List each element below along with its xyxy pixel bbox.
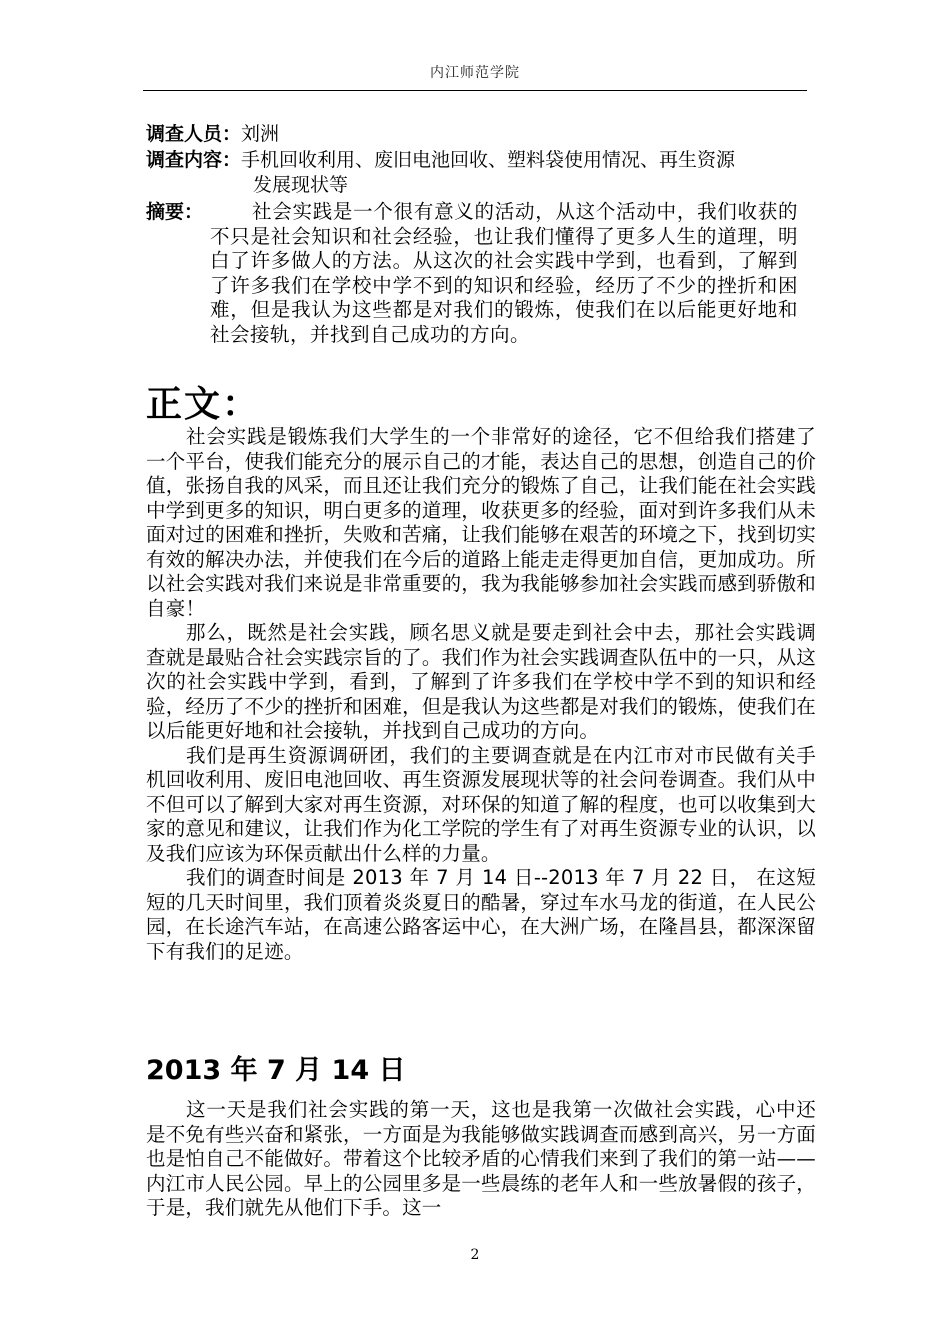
abstract-row <box>146 200 826 347</box>
body-paragraph-4: 我们的调查时间是 2013 年 7 月 14 日--2013 年 7 月 22 日， 在这短短的几天时间里，我们顶着炎炎夏日的酷暑，穿过车水马龙的街道，在人民公园，在长途汽车站，在高速公路客运中心，在大洲广场，在隆昌县，都深深留下有我们的足迹。 <box>146 866 816 963</box>
abstract-text: 社会实践是一个很有意义的活动，从这个活动中，我们收获的不只是社会知识和社会经验，也让我们懂得了更多人生的道理，明白了许多做人的方法。从这次的社会实践中学到，也看到，了解到了许多我们在学校中学不到的知识和经验，经历了不少的挫折和困难，但是我认为这些都是对我们的锻炼，使我们在以后能更好地和社会接轨，并找到自己成功的方向。 <box>210 200 798 346</box>
investigator-row <box>146 122 826 147</box>
day1-body <box>146 1098 816 1221</box>
main-body <box>146 425 816 964</box>
content-row <box>146 148 826 198</box>
body-paragraph-1: 社会实践是锻炼我们大学生的一个非常好的途径，它不但给我们搭建了一个平台，使我们能充分的展示自己的才能，表达自己的思想，创造自己的价值，张扬自我的风采，而且还让我们充分的锻炼了自己，让我们能在社会实践中学到更多的知识，明白更多的道理，收获更多的经验，面对到许多我们从未面对过的困难和挫折，失败和苦痛，让我们能够在艰苦的环境之下，找到切实有效的解决办法，并使我们在今后的道路上能走走得更加自信，更加成功。所以社会实践对我们来说是非常重要的，我为我能够参加社会实践而感到骄傲和自豪！ <box>146 425 816 620</box>
content-label: 调查内容： <box>146 149 242 171</box>
day1-paragraph: 这一天是我们社会实践的第一天，这也是我第一次做社会实践，心中还是不免有些兴奋和紧张，一方面是为我能够做实践调查而感到高兴，另一方面也是怕自己不能做好。带着这个比较矛盾的心情我们来到了我们的第一站——内江市人民公园。早上的公园里多是一些晨练的老年人和一些放暑假的孩子，于是，我们就先从他们下手。这一 <box>146 1098 816 1219</box>
main-title: 正文： <box>146 384 261 425</box>
page-header: 内江师范学院 <box>430 65 520 81</box>
body-paragraph-3: 我们是再生资源调研团，我们的主要调查就是在内江市对市民做有关手机回收利用、废旧电池回收、再生资源发展现状等的社会问卷调查。我们从中不但可以了解到大家对再生资源，对环保的知道了解的程度，也可以收集到大家的意见和建议，让我们作为化工学院的学生有了对再生资源专业的认识，以及我们应该为环保贡献出什么样的力量。 <box>146 743 816 865</box>
body-paragraph-2: 那么，既然是社会实践，顾名思义就是要走到社会中去，那社会实践调查就是最贴合社会实践宗旨的了。我们作为社会实践调查队伍中的一只，从这次的社会实践中学到，看到，了解到了许多我们在学校中学不到的知识和经验，经历了不少的挫折和困难，但是我认为这些都是对我们的锻炼，使我们在以后能更好地和社会接轨，并找到自己成功的方向。 <box>146 621 816 742</box>
date-heading: 2013 年 7 月 14 日 <box>146 1055 406 1086</box>
content-value-line1: 手机回收利用、废旧电池回收、塑料袋使用情况、再生资源 <box>241 149 736 171</box>
content-value-line2: 发展现状等 <box>253 174 349 196</box>
investigator-label: 调查人员： <box>146 123 242 145</box>
page-number: 2 <box>470 1247 480 1263</box>
header-divider <box>143 90 807 91</box>
abstract-label: 摘要： <box>146 201 204 223</box>
investigator-value: 刘洲 <box>241 123 280 145</box>
